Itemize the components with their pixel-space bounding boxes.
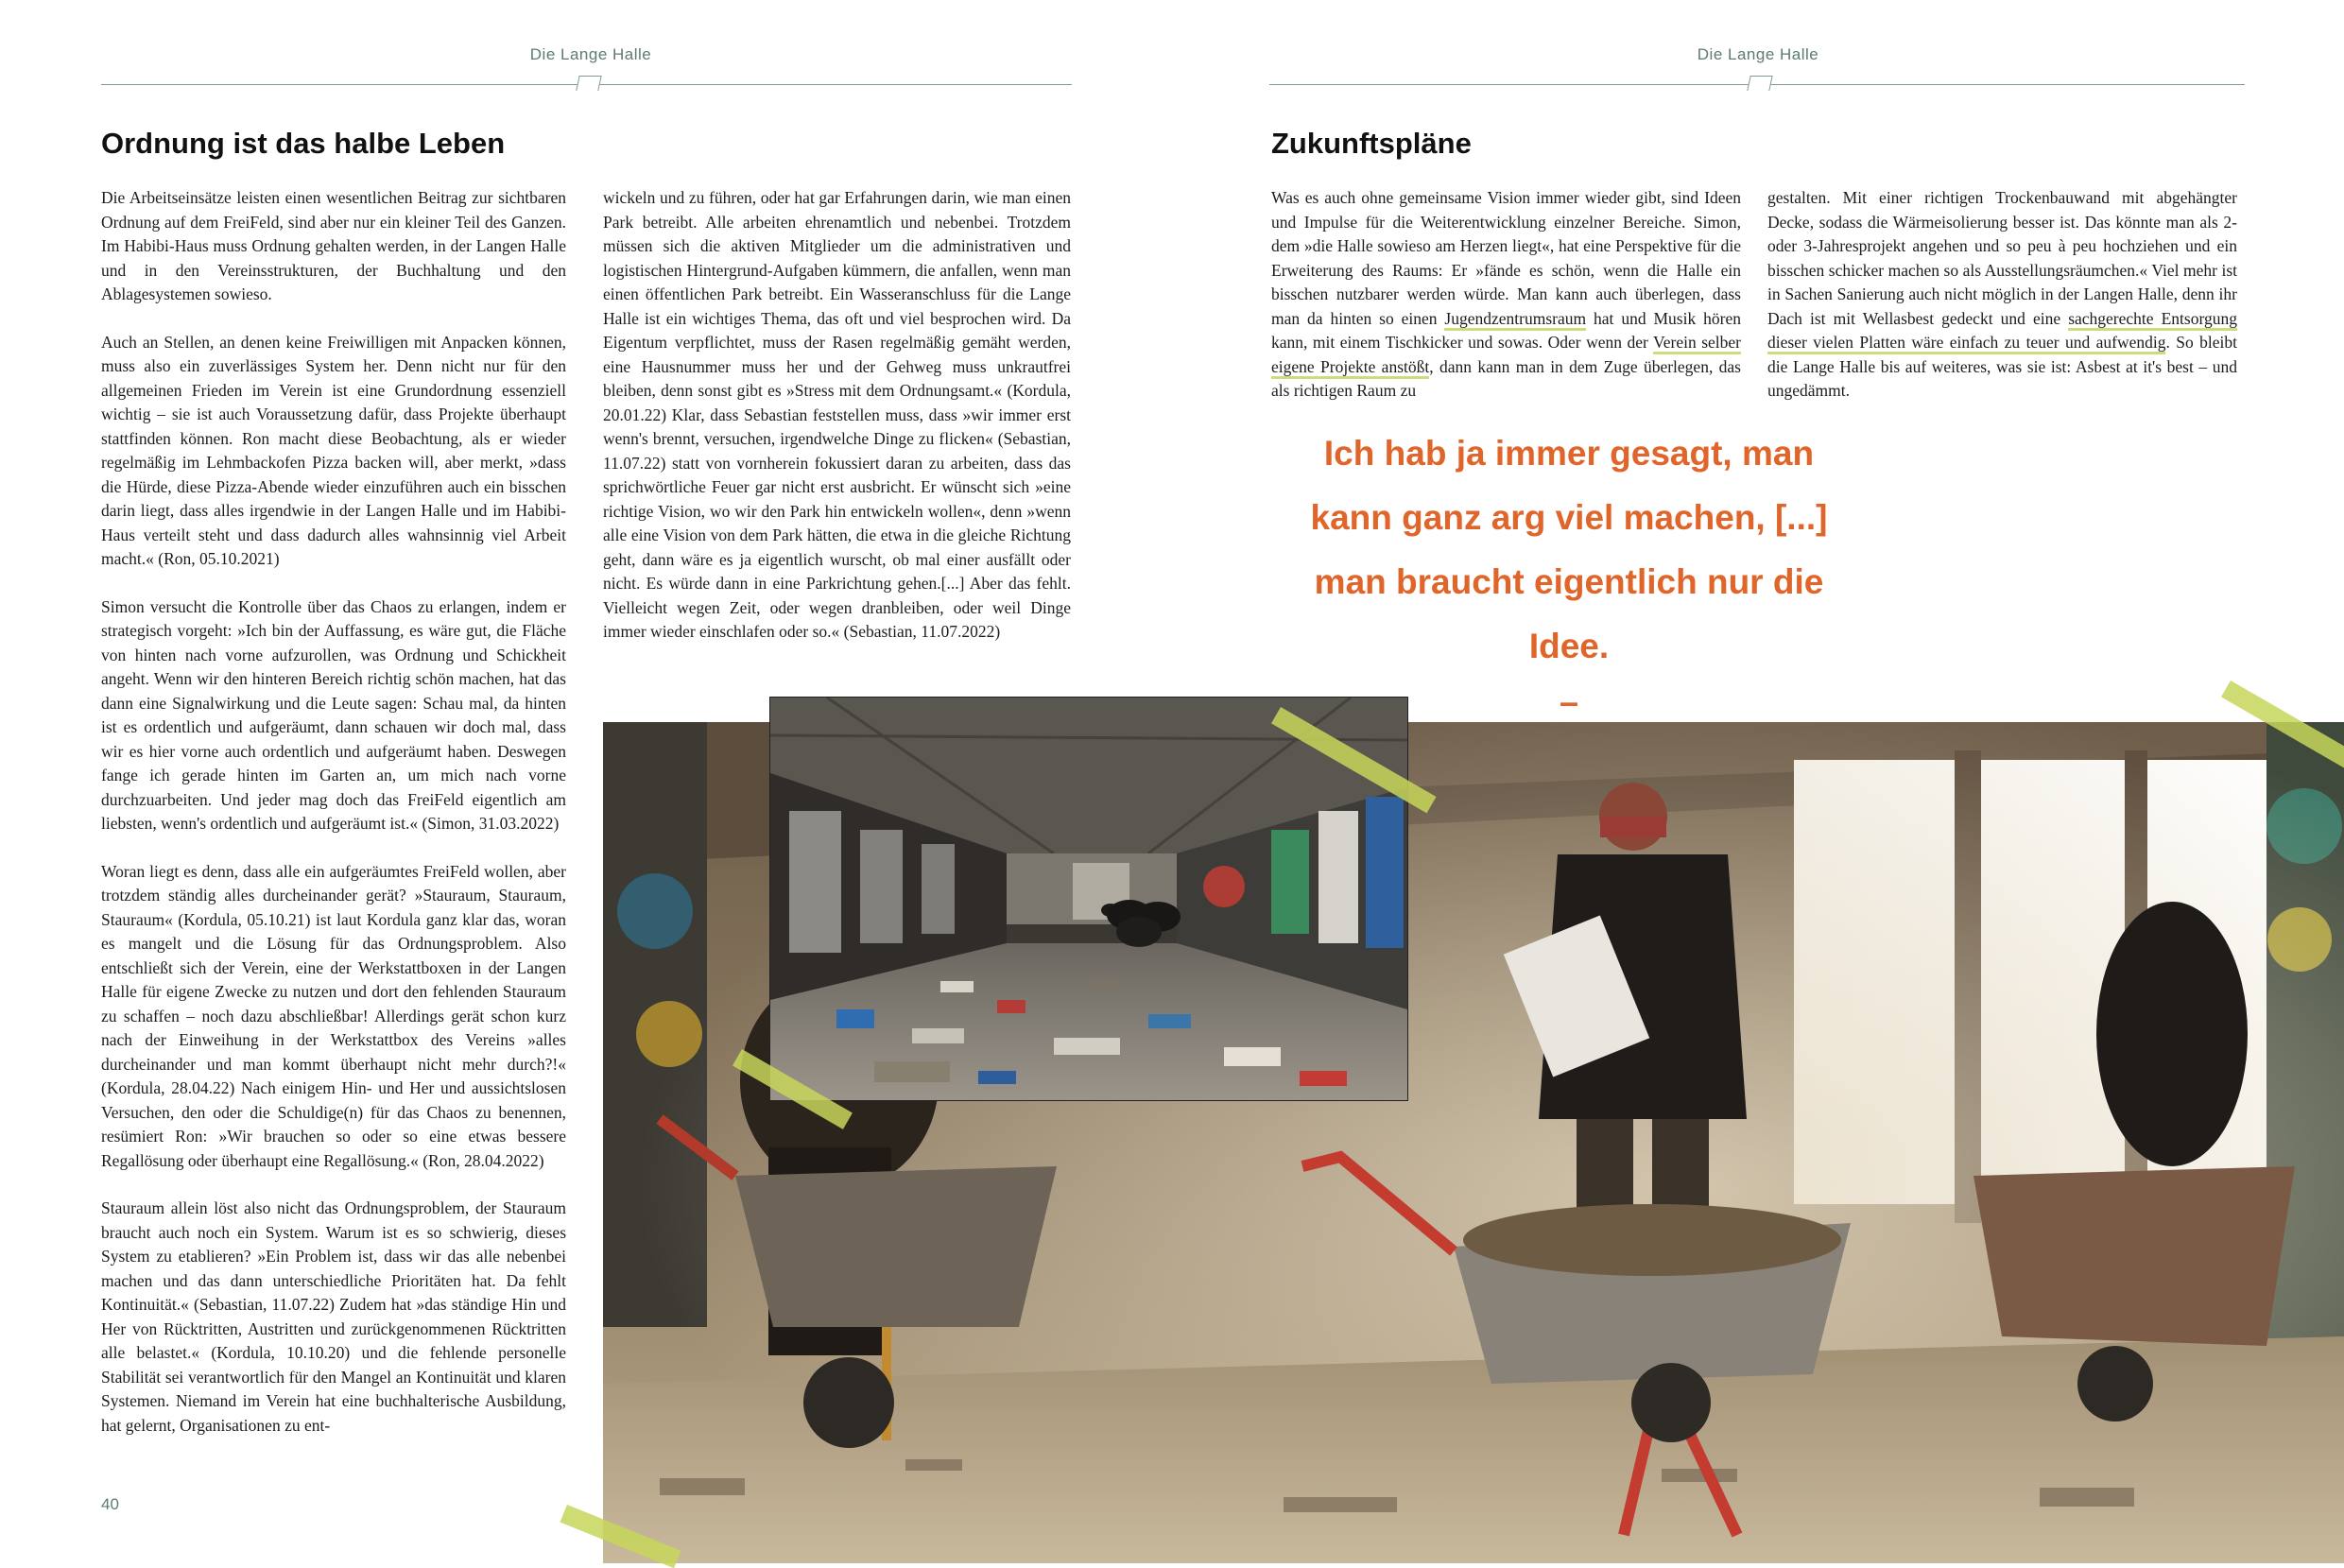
tab-marker-right <box>1747 76 1772 91</box>
photo-littered-hall <box>770 698 1407 1100</box>
text-run: . So bleibt die Lange Halle bis auf weiteres, was sie ist: Asbest at it's best – und ungedämmt. <box>1767 333 2237 400</box>
left-column-1 <box>101 186 566 1461</box>
right-column-2 <box>1767 186 2237 427</box>
text-run: hat und Musik hören kann, mit einem Tischkicker und sowas. Oder wenn der <box>1271 308 1741 352</box>
running-title-right: Die Lange Halle <box>1697 45 1819 63</box>
text-run: gestalten. Mit einer richtigen Trockenbauwand mit abgehängter Decke, sodass die Wärmeisolierung besser ist. Das könnte man als 2- oder 3-Jahresprojekt angehen und so peu à peu hochziehen und ein bisschen schicker machen so als Ausstellungsräumchen.« Viel mehr ist in Sachen Sanierung auch nicht möglich in der Langen Halle, denn ihr Dach ist mit Wellasbest gedeckt und eine <box>1767 188 2237 328</box>
pull-quote-dash: – <box>1559 682 1579 721</box>
highlighted-phrase: Jugendzentrumsraum <box>1444 309 1586 331</box>
tab-marker-left <box>576 76 601 91</box>
pull-quote-text: Ich hab ja immer gesagt, man kann ganz arg viel machen, [...] man braucht eigentlich nur die Idee. <box>1310 434 1828 665</box>
left-column-2 <box>603 186 1071 668</box>
right-column-1 <box>1271 186 1741 427</box>
section-heading-right: Zukunftspläne <box>1271 127 1472 160</box>
page-number: 40 <box>101 1495 119 1513</box>
highlighted-phrase: Verein selber eigene Projekte anstößt <box>1271 333 1741 379</box>
section-heading-left: Ordnung ist das halbe Leben <box>101 127 506 160</box>
highlighted-phrase: sachgerechte Entsorgung dieser vielen Platten wäre einfach zu teuer und aufwendig <box>1767 309 2237 355</box>
paragraph: Simon versucht die Kontrolle über das Chaos zu erlangen, indem er strategisch vorgeht: »Ich bin der Auffassung, es wäre gut, die Fläche von hinten nach vorne aufzurollen, was Ordnung und Schickheit angeht. Wenn wir den hinteren Bereich richtig schön machen, hat das dann eine Signalwirkung und die Leute sagen: Schau mal, da hinten ist es ordentlich und aufgeräumt, dann schauen wir doch mal, dass wir es hier vorne auch ordentlich und aufgeräumt haben. Deswegen fange ich gerade hinten im Garten an, um mich nach vorne durchzuarbeiten. Und jeder mag doch das FreiFeld eigentlich am liebsten, wenn's ordentlich und aufgeräumt ist.« (Simon, 31.03.2022) <box>101 596 566 833</box>
paragraph: Auch an Stellen, an denen keine Freiwilligen mit Anpacken können, muss also ein zuverlässiges System her. Denn nicht nur für den allgemeinen Frieden im Verein ist eine Grundordnung essenziell wichtig – sie ist auch Voraussetzung dafür, dass Projekte überhaupt stattfinden können. Ron macht diese Beobachtung, als er wieder regelmäßig im Lehmbackofen Pizza backen will, aber merkt, »dass die Hürde, diese Pizza-Abende wieder einzuführen auch ein bisschen darin liegt, dass alles irgendwie in der Langen Halle und im Habibi-Haus verteilt steht und dass dadurch alles wahnsinnig viel Arbeit macht.« (Ron, 05.10.2021) <box>101 332 566 568</box>
paragraph: Woran liegt es denn, dass alle ein aufgeräumtes FreiFeld wollen, aber trotzdem ständig alles durcheinander gerät? »Stauraum, Stauraum, Stauraum« (Kordula, 05.10.21) ist laut Kordula ganz klar das, woran es mangelt und die Lösung für das Ordnungsproblem. Also entschließt sich der Verein, eine der Werkstattboxen in der Langen Halle für eigene Zwecke zu nutzen und dort den fehlenden Stauraum zu schaffen – noch dazu abschließbar! Allerdings gerät schon kurz nach der Einweihung in der Werkstattbox des Vereins »alles durcheinander und man kommt überhaupt nicht mehr durch?!« (Kordula, 28.04.22) Nach einigem Hin- und Her und aussichtslosen Versuchen, den oder die Schuldige(n) für das Chaos zu benennen, resümiert Ron: »Wir brauchen so oder so eine etwas bessere Regallösung oder überhaupt eine Regallösung.« (Ron, 28.04.2022) <box>101 861 566 1170</box>
paragraph: Die Arbeitseinsätze leisten einen wesentlichen Beitrag zur sichtbaren Ordnung auf dem FreiFeld, sind aber nur ein kleiner Teil des Ganzen. Im Habibi-Haus muss Ordnung gehalten werden, in der Langen Halle und in den Vereinsstrukturen, der Buchhaltung und den Ablagesystemen sowieso. <box>101 188 566 303</box>
paragraph: Stauraum allein löst also nicht das Ordnungsproblem, der Stauraum braucht auch noch ein System. Warum ist es so schwierig, dieses System zu etablieren? »Ein Problem ist, dass wir das alle nebenbei machen und das dann unterschiedliche Prioritäten hat. Da fehlt Kontinuität.« (Sebastian, 11.07.22) Zudem hat »das ständige Hin und Her von Rücktritten, Austritten und zurückgenommenen Rücktritten alle belastet.« (Kordula, 10.10.20) und die fehlende personelle Stabilität sei verantwortlich für den Mangel an Kontinuität und klaren Systemen. Niemand im Verein hat eine buchhalterische Ausbildung, hat gelernt, Organisationen zu ent- <box>101 1198 566 1435</box>
paragraph: wickeln und zu führen, oder hat gar Erfahrungen darin, wie man einen Park betreibt. Alle arbeiten ehrenamtlich und nebenbei. Trotzdem müssen sich die aktiven Mitglieder um die administrativen und logistischen Hintergrund-Aufgaben kümmern, die anfallen, wenn man einen öffentlichen Park betreibt. Ein Wasseranschluss für die Lange Halle ist ein wichtiges Thema, das oft und viel besprochen wird. Da Eigentum verpflichtet, muss der Rasen regelmäßig gemäht werden, eine Hausnummer muss her und der Gehweg muss unkrautfrei bleiben, denn sonst gibt es »Stress mit dem Ordnungsamt.« (Kordula, 20.01.22) Klar, dass Sebastian feststellen muss, dass »wir immer erst wenn's brennt, versuchen, irgendwelche Dinge zu flicken« (Sebastian, 11.07.22) statt von vornherein fokussiert daran zu arbeiten, dass das sprichwörtliche Feuer gar nicht erst ausbricht. Er wünscht sich »eine richtige Vision, wo wir den Park hin entwickeln wollen«, denn »wenn alle eine Vision von dem Park hätten, die etwa in die gleiche Richtung geht, dann wäre es ja eigentlich wurscht, ob mal einer ausfällt oder nicht. Es würde dann in eine Parkrichtung gehen.[...] Aber das fehlt. Vielleicht wegen Zeit, oder wegen dranbleiben, oder weil Dinge immer wieder einschlafen oder so.« (Sebastian, 11.07.2022) <box>603 188 1071 641</box>
paragraph <box>1767 186 2237 404</box>
text-run: , dann kann man in dem Zuge überlegen, das als richtigen Raum zu <box>1271 356 1741 400</box>
paragraph <box>1271 186 1741 404</box>
photo-littered-hall-illustration <box>770 698 1407 1100</box>
text-run: Was es auch ohne gemeinsame Vision immer wieder gibt, sind Ideen und Impulse für die Weiterentwicklung einzelner Bereiche. Simon, dem »die Halle sowieso am Herzen liegt«, hat eine Perspektive für die Erweiterung des Raums: Er »fände es schön, wenn die Halle ein bisschen nutzbarer werden würde. Man kann auch überlegen, dass man da hinten so einen <box>1271 188 1741 328</box>
running-title-left: Die Lange Halle <box>529 45 652 63</box>
